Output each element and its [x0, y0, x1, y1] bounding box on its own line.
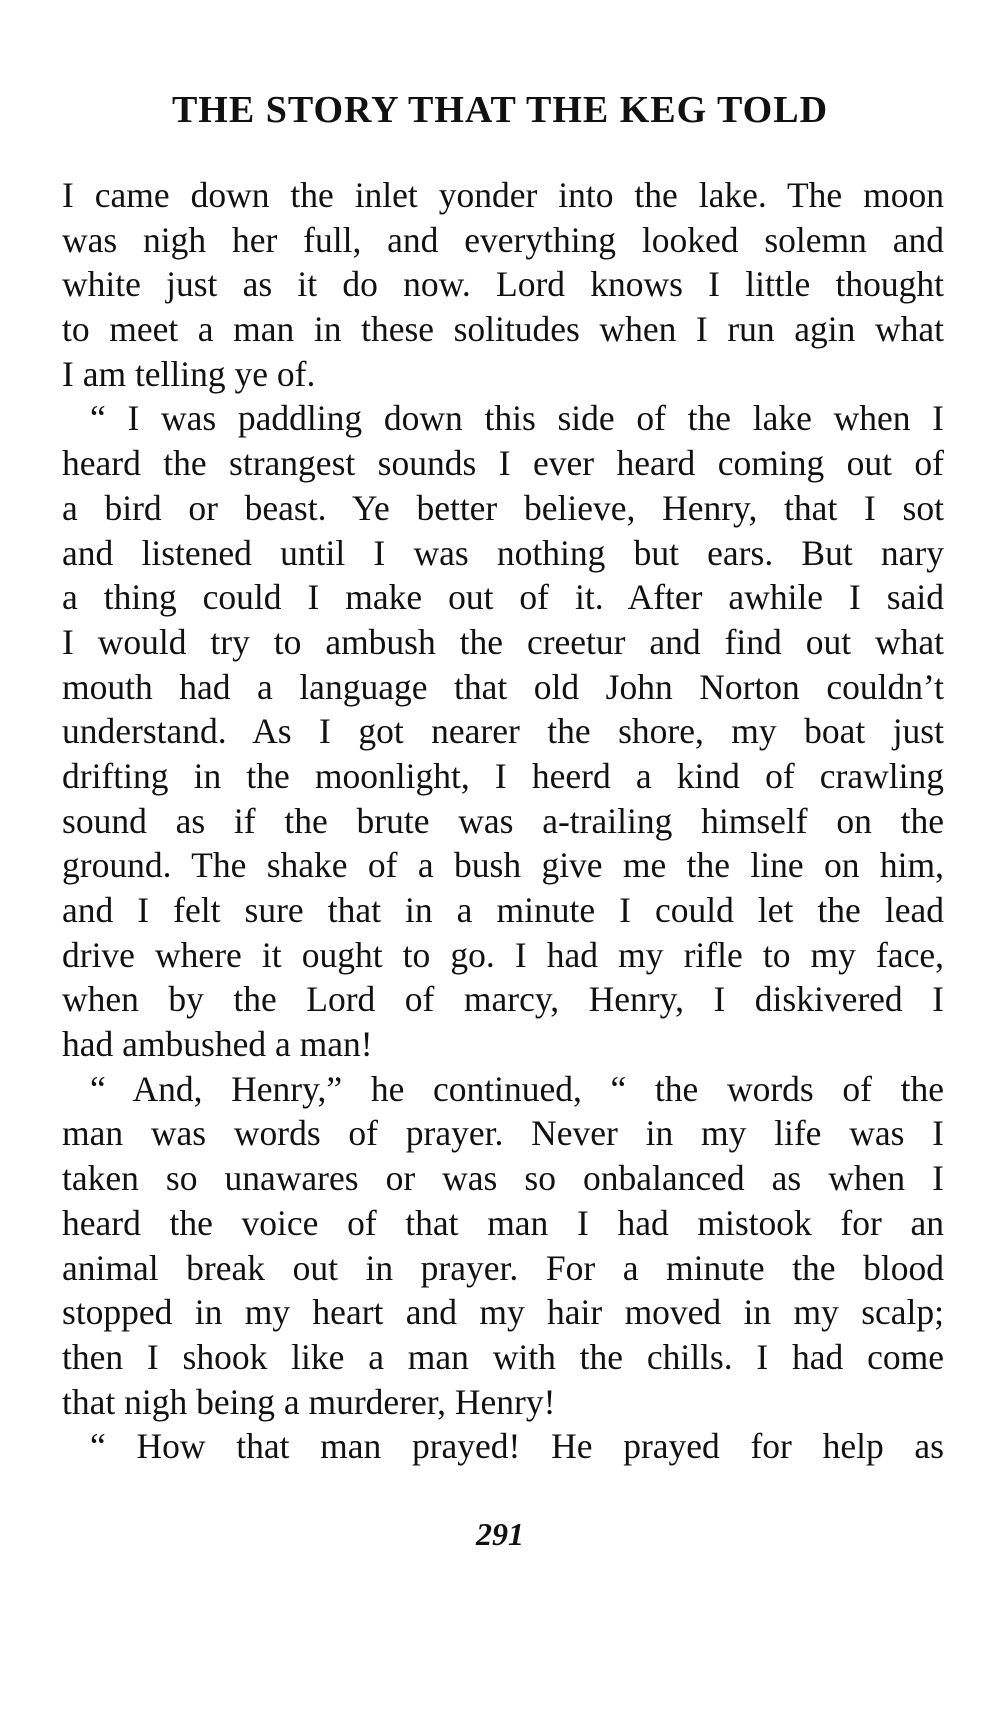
text-line: drifting in the moonlight, I heerd a kind of crawling [62, 755, 944, 796]
text-line: stopped in my heart and my hair moved in my scalp; [62, 1292, 944, 1333]
text-line: taken so unawares or was so onbalanced as when I [62, 1158, 944, 1199]
text-line: drive where it ought to go. I had my rifle to my face, [62, 934, 944, 975]
text-line: had ambushed a man! [62, 1024, 373, 1065]
text-line: mouth had a language that old John Norton couldn’t [62, 666, 944, 707]
text-line: and I felt sure that in a minute I could let the lead [62, 890, 944, 930]
body-text [62, 173, 944, 1469]
text-line: to meet a man in these solitudes when I run agin what [62, 309, 944, 350]
text-line: a bird or beast. Ye better believe, Henry, that I sot [62, 487, 944, 528]
text-line: “ I was paddling down this side of the lake when I [90, 398, 944, 439]
text-line: I would try to ambush the creetur and find out what [62, 621, 944, 662]
text-line: white just as it do now. Lord knows I little thought [62, 264, 944, 305]
text-line: animal break out in prayer. For a minute the blood [62, 1247, 944, 1288]
text-line: when by the Lord of marcy, Henry, I diskivered I [62, 979, 944, 1020]
text-line: that nigh being a murderer, Henry! [62, 1381, 556, 1422]
text-line: heard the strangest sounds I ever heard coming out of [62, 443, 944, 484]
paragraph-1 [62, 173, 944, 396]
text-line: sound as if the brute was a-trailing himself on the [62, 800, 944, 841]
paragraph-4 [62, 1424, 944, 1469]
text-line: heard the voice of that man I had mistook for an [62, 1202, 944, 1243]
text-line: I came down the inlet yonder into the lake. The moon [62, 175, 944, 215]
page-number: 291 [476, 1516, 524, 1552]
text-line: I am telling ye of. [62, 353, 316, 394]
running-head: THE STORY THAT THE KEG TOLD [171, 89, 829, 131]
text-line: man was words of prayer. Never in my life was I [62, 1113, 944, 1154]
paragraph-3 [62, 1067, 944, 1425]
text-line: and listened until I was nothing but ears. But nary [62, 532, 944, 573]
paragraph-2 [62, 396, 944, 1066]
text-line: then I shook like a man with the chills. I had come [62, 1336, 944, 1377]
text-line: was nigh her full, and everything looked solemn and [62, 219, 944, 260]
text-line: “ How that man prayed! He prayed for help as [90, 1426, 944, 1467]
text-line: “ And, Henry,” he continued, “ the words of the [90, 1068, 944, 1109]
text-line: understand. As I got nearer the shore, my boat just [62, 711, 944, 752]
text-line: a thing could I make out of it. After awhile I said [62, 577, 944, 618]
text-line: ground. The shake of a bush give me the line on him, [62, 845, 944, 886]
